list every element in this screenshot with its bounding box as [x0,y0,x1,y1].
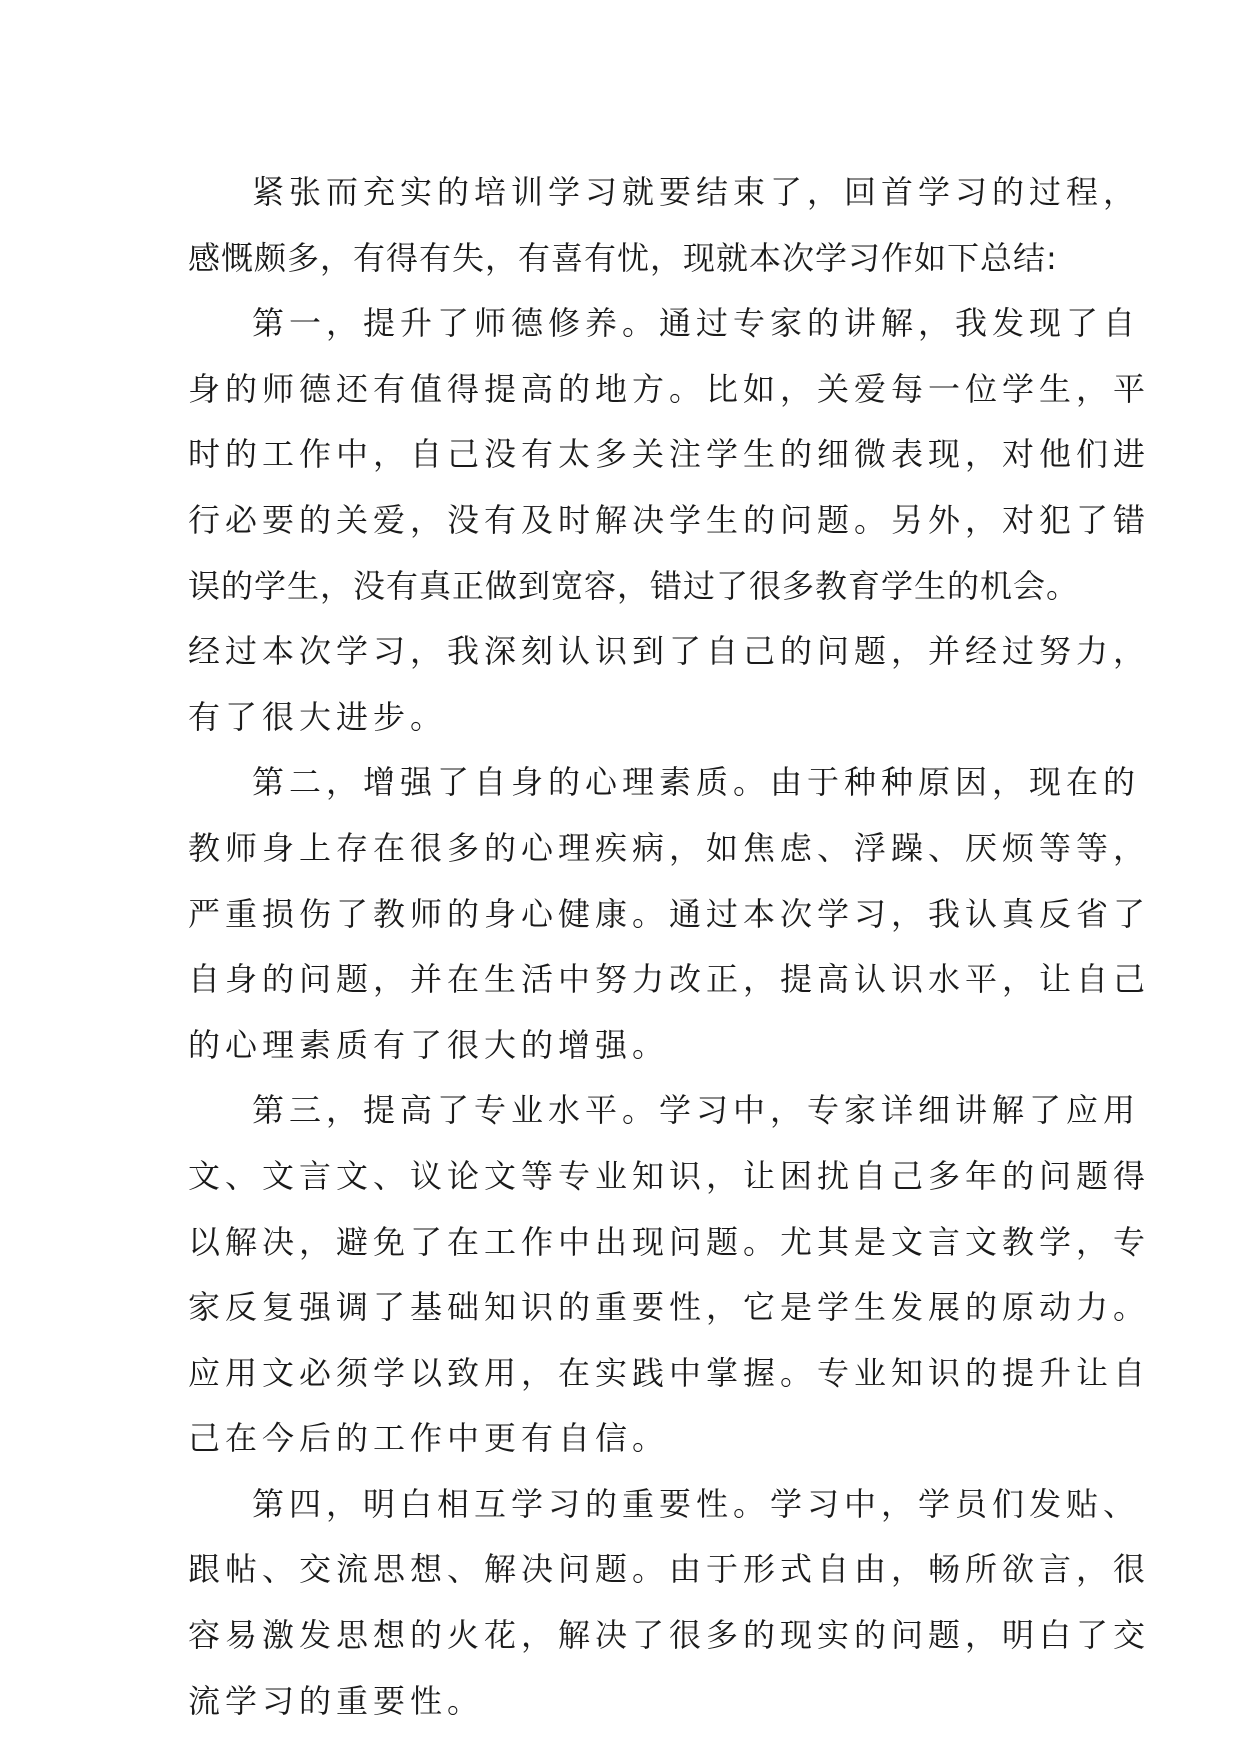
text-line: 行必要的关爱，没有及时解决学生的问题。另外，对犯了错 [188,500,1151,539]
text-line: 跟帖、交流思想、解决问题。由于形式自由，畅所欲言，很 [188,1550,1151,1589]
text-line: 紧张而充实的培训学习就要结束了，回首学习的过程， [252,173,1141,211]
text-line: 时的工作中，自己没有太多关注学生的细微表现，对他们进 [188,435,1151,474]
text-line: 误的学生，没有真正做到宽容，错过了很多教育学生的机会。 [188,566,1080,605]
text-line: 己在今后的工作中更有自信。 [188,1419,670,1458]
text-line: 感慨颇多，有得有失，有喜有忧，现就本次学习作如下总结: [188,238,1058,277]
text-line: 身的师德还有值得提高的地方。比如，关爱每一位学生，平 [188,369,1151,408]
text-line: 流学习的重要性。 [188,1681,485,1720]
text-line: 自身的问题，并在生活中努力改正，提高认识水平，让自己 [188,960,1151,999]
text-line: 第三，提高了专业水平。学习中，专家详细讲解了应用 [252,1091,1141,1130]
text-line: 经过本次学习，我深刻认识到了自己的问题，并经过努力， [188,632,1151,671]
text-line: 文、文言文、议论文等专业知识，让困扰自己多年的问题得 [188,1156,1151,1195]
text-line: 第一，提升了师德修养。通过专家的讲解，我发现了自 [252,304,1141,343]
text-line: 应用文必须学以致用，在实践中掌握。专业知识的提升让自 [188,1353,1151,1392]
text-line: 以解决，避免了在工作中出现问题。尤其是文言文教学，专 [188,1222,1151,1261]
text-line: 容易激发思想的火花，解决了很多的现实的问题，明白了交 [188,1616,1151,1655]
text-line: 家反复强调了基础知识的重要性，它是学生发展的原动力。 [188,1288,1151,1327]
text-line: 有了很大进步。 [188,697,448,736]
text-line: 严重损伤了教师的身心健康。通过本次学习，我认真反省了 [188,894,1151,933]
text-line: 教师身上存在很多的心理疾病，如焦虑、浮躁、厌烦等等， [188,828,1151,867]
document-body [188,160,1151,1734]
text-line: 的心理素质有了很大的增强。 [188,1025,670,1064]
text-line: 第二，增强了自身的心理素质。由于种种原因，现在的 [252,763,1141,802]
text-line: 第四，明白相互学习的重要性。学习中，学员们发贴、 [252,1484,1141,1523]
